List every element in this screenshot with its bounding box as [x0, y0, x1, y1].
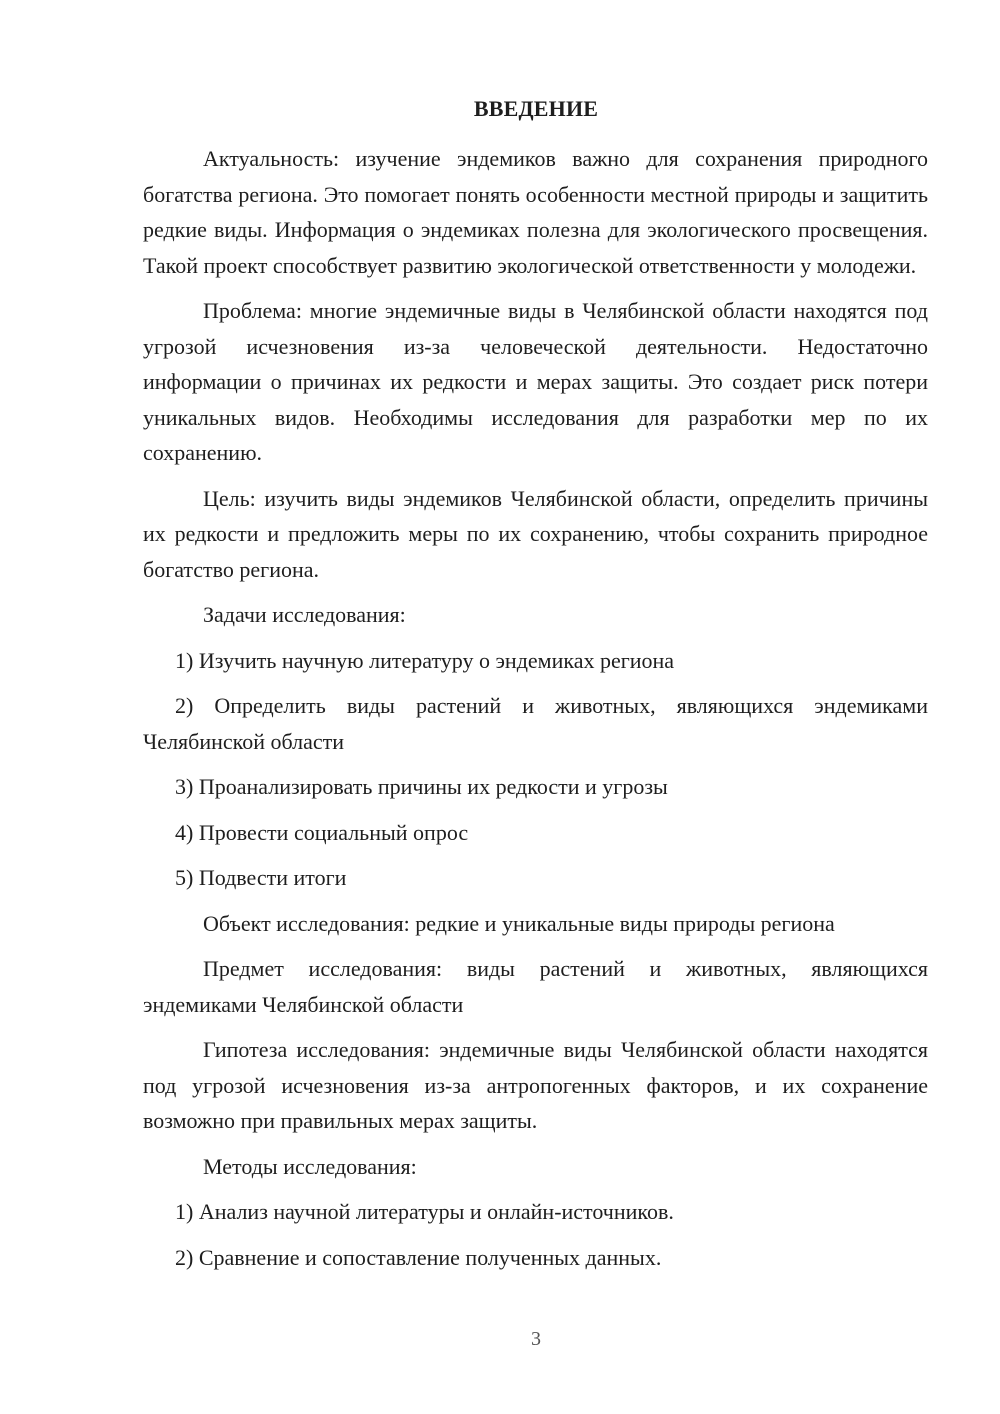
subject-paragraph: Предмет исследования: виды растений и животных, являющихся эндемиками Челябинской области — [143, 956, 928, 1017]
page-title: ВВЕДЕНИЕ — [473, 96, 599, 121]
task-item-3: 3) Проанализировать причины их редкости и угрозы — [175, 774, 668, 799]
methods-heading: Методы исследования: — [203, 1153, 417, 1179]
method-item-2: 2) Сравнение и сопоставление полученных данных. — [175, 1244, 662, 1270]
document-body — [143, 141, 928, 1285]
hypothesis-paragraph: Гипотеза исследования: эндемичные виды Челябинской области находятся под угрозой исчезновения из-за антропогенных факторов, и их сохранение возможно при правильных мерах защиты. — [143, 1037, 928, 1133]
tasks-heading: Задачи исследования: — [203, 602, 406, 627]
method-item-1: 1) Анализ научной литературы и онлайн-источников. — [175, 1199, 674, 1224]
relevance-paragraph: Актуальность: изучение эндемиков важно для сохранения природного богатства региона. Это помогает понять особенности местной природы и защитить редкие виды. Информация о эндемиках полезна для экологического просвещения. Такой проект способствует развитию экологической ответственности у молодежи. — [143, 146, 928, 278]
task-item-4: 4) Провести социальный опрос — [175, 819, 469, 845]
object-paragraph: Объект исследования: редкие и уникальные виды природы региона — [203, 910, 835, 936]
task-item-1: 1) Изучить научную литературу о эндемиках региона — [175, 647, 675, 673]
goal-paragraph: Цель: изучить виды эндемиков Челябинской области, определить причины их редкости и предложить меры по их сохранению, чтобы сохранить природное богатство региона. — [143, 485, 928, 582]
task-item-2: 2) Определить виды растений и животных, являющихся эндемиками Челябинской области — [143, 693, 928, 754]
page-number: 3 — [531, 1328, 541, 1350]
task-item-5: 5) Подвести итоги — [175, 865, 347, 890]
problem-paragraph: Проблема: многие эндемичные виды в Челябинской области находятся под угрозой исчезновения из-за человеческой деятельности. Недостаточно информации о причинах их редкости и мерах защиты. Это создает риск потери уникальных видов. Необходимы исследования для разработки мер по их сохранению. — [143, 298, 928, 465]
